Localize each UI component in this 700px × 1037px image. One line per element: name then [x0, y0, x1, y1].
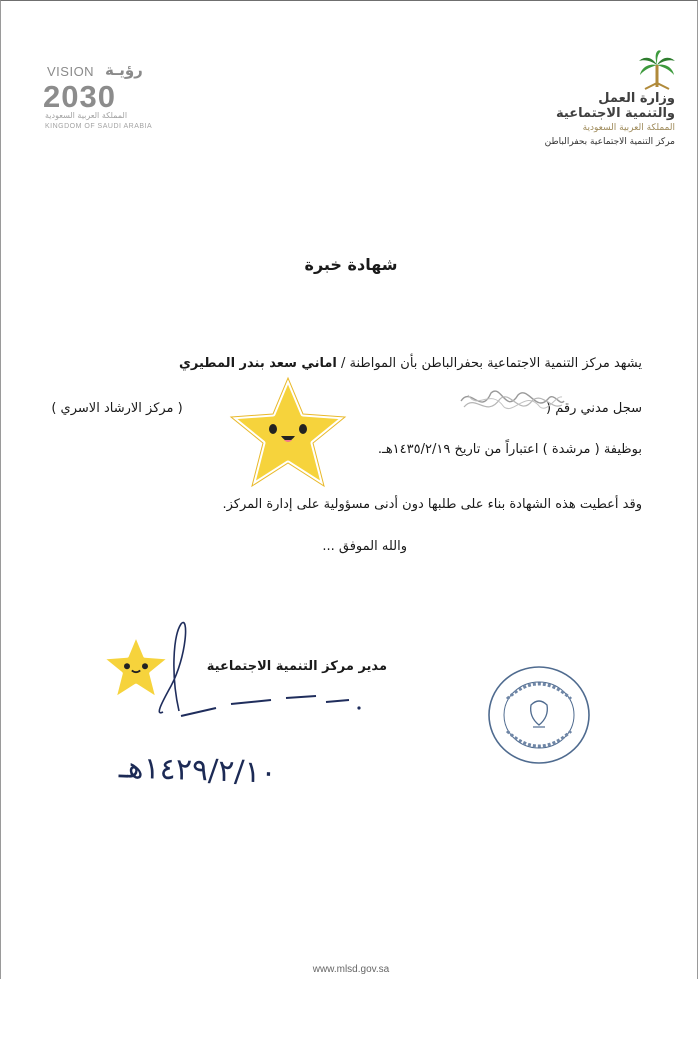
vision-word: VISION	[47, 64, 95, 79]
footer-url: www.mlsd.gov.sa	[312, 964, 390, 975]
ministry-line1: وزارة العمل	[598, 91, 675, 106]
ministry-center: مركز التنمية الاجتماعية بحفرالباطن	[544, 137, 675, 147]
vision-kingdom-ar: المملكة العربية السعودية	[45, 111, 128, 120]
vision-arabic: رؤيـة	[105, 61, 143, 79]
body-line-1-prefix: يشهد مركز التنمية الاجتماعية بحفرالباطن بأن المواطنة /	[336, 356, 642, 371]
vision-year: 2030	[43, 79, 116, 114]
closing-line: والله الموفق ...	[322, 539, 407, 554]
star-sticker-icon	[223, 374, 353, 494]
redaction-scribble	[456, 381, 566, 421]
body-line-3: بوظيفة ( مرشدة ) اعتباراً من تاريخ ١٤٣٥/٢/١٩هـ.	[377, 442, 642, 457]
ministry-header	[545, 91, 675, 149]
body-line-1	[179, 356, 642, 371]
id-label: سجل مدني رقم (	[546, 401, 642, 416]
body-line-4: وقد أعطيت هذه الشهادة بناء على طلبها دون أدنى مسؤولية على إدارة المركز.	[222, 497, 642, 512]
ministry-line2: والتنمية الاجتماعية	[556, 106, 675, 121]
employee-name: اماني سعد بندر المطيري	[179, 356, 337, 371]
department: ( مركز الارشاد الاسري )	[51, 401, 183, 416]
handwritten-signature	[111, 616, 371, 726]
vision-kingdom-en: KINGDOM OF SAUDI ARABIA	[45, 123, 153, 130]
ministry-line3: المملكة العربية السعودية	[582, 123, 675, 133]
document-title: شهادة خبرة	[304, 255, 398, 274]
official-seal-stamp	[487, 665, 591, 765]
manager-title: مدير مركز التنمية الاجتماعية	[206, 659, 387, 674]
handwritten-number: ١٤٢٩/٢/١٠هـ	[118, 750, 278, 791]
palm-tree-icon	[637, 49, 677, 93]
